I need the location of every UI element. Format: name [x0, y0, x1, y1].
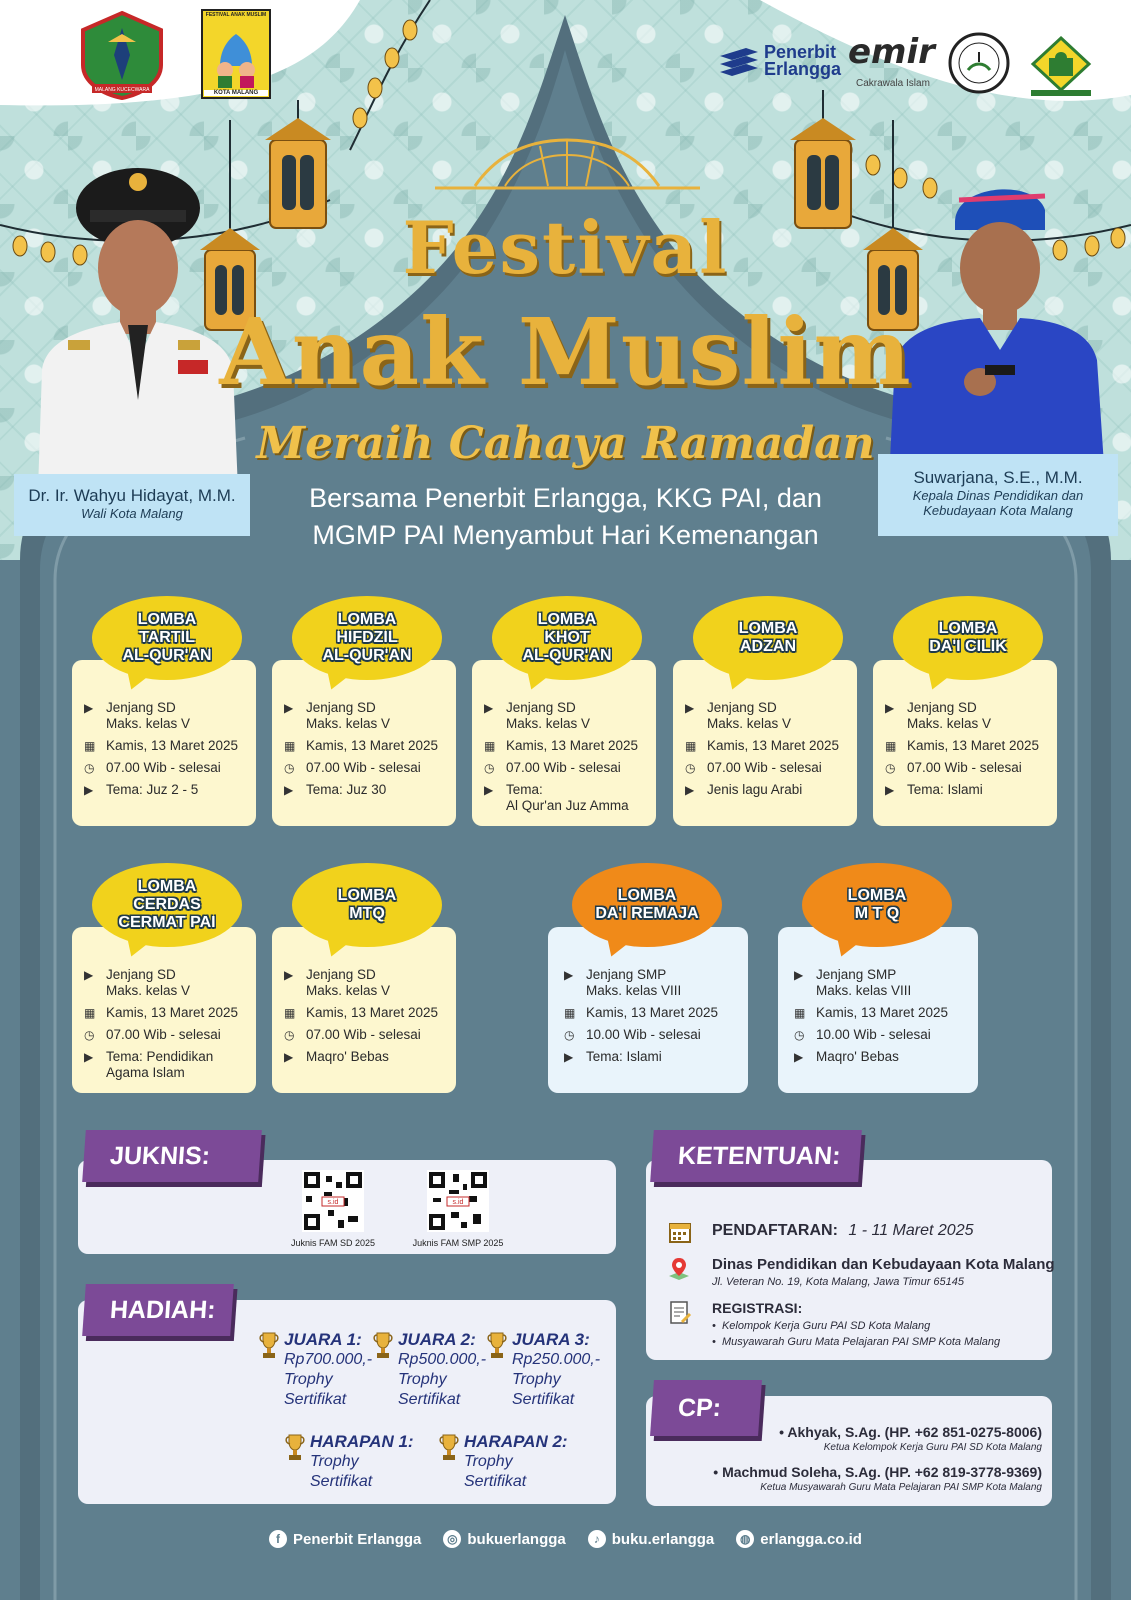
- card-detail-row: [794, 1049, 970, 1065]
- card-detail-text: Kamis, 13 Maret 2025: [306, 1005, 439, 1020]
- card-detail-row: [84, 1005, 248, 1021]
- play-icon: ▶: [685, 701, 695, 715]
- card-detail-row: [685, 782, 849, 798]
- competition-card: [548, 927, 748, 1093]
- card-detail-text: 07.00 Wib - selesai: [306, 1027, 421, 1042]
- card-detail-row: [284, 967, 448, 999]
- card-detail-text: Jenjang SD Maks. kelas V: [106, 967, 191, 998]
- card-detail-row: [484, 738, 648, 754]
- pendaftaran-date: 1 - 11 Maret 2025: [848, 1222, 974, 1239]
- card-detail-text: Tema: Al Qur'an Juz Amma: [506, 782, 629, 813]
- trophy-icon: [372, 1330, 394, 1360]
- contact-2: • Machmud Soleha, S.Ag. (HP. +62 819-3778-9369): [713, 1464, 1042, 1480]
- play-icon: ▶: [84, 968, 94, 982]
- clock-icon: ◷: [84, 761, 95, 775]
- emir-tagline: Cakrawala Islam: [856, 78, 930, 89]
- card-detail-row: [284, 760, 448, 776]
- calendar-icon: ▦: [794, 1006, 806, 1020]
- calendar-icon: ▦: [885, 739, 897, 753]
- play-icon: ▶: [885, 783, 895, 797]
- ketentuan-label: KETENTUAN:: [650, 1130, 862, 1182]
- card-detail-row: [84, 760, 248, 776]
- card-detail-text: Tema: Juz 2 - 5: [106, 782, 199, 797]
- erlangga-logo: [718, 44, 760, 82]
- clock-icon: ◷: [885, 761, 896, 775]
- calendar-icon: ▦: [685, 739, 697, 753]
- card-detail-row: [84, 1049, 248, 1081]
- prize-title: JUARA 3:: [512, 1330, 590, 1349]
- social-footer: [0, 1530, 1131, 1548]
- competition-title-bubble: LOMBA DA'I REMAJA: [572, 863, 722, 947]
- clock-icon: ◷: [84, 1028, 95, 1042]
- svg-text:MALANG KUCECWARA: MALANG KUCECWARA: [94, 87, 150, 93]
- card-detail-row: [794, 967, 970, 999]
- calendar-icon: [668, 1220, 692, 1248]
- play-icon: ▶: [564, 1050, 574, 1064]
- card-detail-text: Tema: Juz 30: [306, 782, 387, 797]
- prize-detail: Sertifikat: [398, 1391, 461, 1408]
- card-detail-text: 10.00 Wib - selesai: [816, 1027, 931, 1042]
- calendar-icon: ▦: [84, 739, 96, 753]
- card-detail-text: Kamis, 13 Maret 2025: [707, 738, 840, 753]
- play-icon: ▶: [284, 968, 294, 982]
- calendar-icon: ▦: [284, 1006, 296, 1020]
- contact-1: • Akhyak, S.Ag. (HP. +62 851-0275-8006): [779, 1424, 1042, 1440]
- svg-text:s.id: s.id: [452, 1199, 464, 1206]
- website-link[interactable]: ◍ erlangga.co.id: [736, 1530, 862, 1548]
- card-detail-row: [685, 700, 849, 732]
- card-detail-text: 07.00 Wib - selesai: [506, 760, 621, 775]
- prize-detail: Trophy: [398, 1371, 447, 1388]
- card-detail-text: Jenjang SD Maks. kelas V: [707, 700, 792, 731]
- contact-1-role: Ketua Kelompok Kerja Guru PAI SD Kota Malang: [823, 1442, 1042, 1453]
- card-detail-text: 07.00 Wib - selesai: [106, 760, 221, 775]
- competition-title-bubble: LOMBA KHOT AL-QUR'AN: [492, 596, 642, 680]
- card-detail-text: Maqro' Bebas: [816, 1049, 899, 1064]
- tiktok-link[interactable]: ♪ buku.erlangga: [588, 1530, 715, 1548]
- competition-title-bubble: LOMBA MTQ: [292, 863, 442, 947]
- play-icon: ▶: [284, 701, 294, 715]
- card-detail-row: [794, 1027, 970, 1043]
- mgmp-pai-logo: [1025, 34, 1097, 98]
- card-detail-text: Maqro' Bebas: [306, 1049, 389, 1064]
- registrasi-item: • Kelompok Kerja Guru PAI SD Kota Malang: [712, 1320, 931, 1332]
- card-detail-text: 07.00 Wib - selesai: [306, 760, 421, 775]
- card-detail-row: [284, 1027, 448, 1043]
- calendar-icon: ▦: [284, 739, 296, 753]
- competition-card: [72, 660, 256, 826]
- play-icon: ▶: [84, 1050, 94, 1064]
- card-detail-row: [484, 760, 648, 776]
- mayor-name: Dr. Ir. Wahyu Hidayat, M.M.: [28, 486, 236, 505]
- qr-code-smp[interactable]: [427, 1170, 489, 1232]
- prize-detail: Sertifikat: [310, 1473, 373, 1490]
- cp-label: CP:: [650, 1380, 762, 1436]
- erlangga-wordmark: [764, 44, 841, 78]
- prize-detail: Trophy: [284, 1371, 333, 1388]
- prize-detail: Trophy: [464, 1453, 513, 1470]
- qr-code-sd[interactable]: [302, 1170, 364, 1232]
- qr-caption-sd: Juknis FAM SD 2025: [290, 1238, 376, 1248]
- competition-card: [272, 927, 456, 1093]
- title-festival: Festival: [402, 205, 729, 290]
- card-detail-row: [885, 738, 1049, 754]
- competition-title-bubble: LOMBA HIFDZIL AL-QUR'AN: [292, 596, 442, 680]
- card-detail-row: [84, 782, 248, 798]
- clock-icon: ◷: [484, 761, 495, 775]
- prize-title: JUARA 2:: [398, 1330, 476, 1349]
- play-icon: ▶: [685, 783, 695, 797]
- competition-card: [873, 660, 1057, 826]
- card-detail-text: Kamis, 13 Maret 2025: [106, 738, 239, 753]
- play-icon: ▶: [885, 701, 895, 715]
- subtitle-line1: Bersama Penerbit Erlangga, KKG PAI, dan: [309, 483, 822, 513]
- head-of-education-name: Suwarjana, S.E., M.M.: [913, 468, 1083, 487]
- pendaftaran-row: [712, 1222, 973, 1240]
- play-icon: ▶: [794, 968, 804, 982]
- prize-detail: Rp700.000,-: [284, 1351, 373, 1368]
- competition-card: [472, 660, 656, 826]
- card-detail-row: [564, 1049, 740, 1065]
- card-detail-text: Kamis, 13 Maret 2025: [106, 1005, 239, 1020]
- card-detail-text: Kamis, 13 Maret 2025: [816, 1005, 949, 1020]
- competition-title-bubble: LOMBA M T Q: [802, 863, 952, 947]
- play-icon: ▶: [484, 783, 494, 797]
- kkg-pai-logo: [948, 32, 1010, 94]
- qr-caption-smp: Juknis FAM SMP 2025: [412, 1238, 504, 1248]
- competition-title-bubble: LOMBA CERDAS CERMAT PAI: [92, 863, 242, 947]
- card-detail-row: [885, 782, 1049, 798]
- head-of-education-role-line1: Kepala Dinas Pendidikan dan: [912, 488, 1084, 503]
- competition-title-bubble: LOMBA DA'I CILIK: [893, 596, 1043, 680]
- card-detail-row: [484, 700, 648, 732]
- play-icon: ▶: [84, 783, 94, 797]
- malang-city-emblem: [78, 10, 166, 100]
- emir-logo: emir: [848, 32, 935, 72]
- registrasi-item: • Musyawarah Guru Mata Pelajaran PAI SMP Kota Malang: [712, 1336, 1001, 1348]
- venue-address: Jl. Veteran No. 19, Kota Malang, Jawa Timur 65145: [712, 1276, 965, 1288]
- hadiah-label: HADIAH:: [82, 1284, 234, 1336]
- competition-card: [72, 927, 256, 1093]
- clock-icon: ◷: [685, 761, 696, 775]
- prize-title: HARAPAN 1:: [310, 1432, 414, 1451]
- calendar-icon: ▦: [84, 1006, 96, 1020]
- trophy-icon: [486, 1330, 508, 1360]
- card-detail-row: [84, 738, 248, 754]
- card-detail-row: [564, 967, 740, 999]
- play-icon: ▶: [794, 1050, 804, 1064]
- trophy-icon: [284, 1432, 306, 1462]
- instagram-icon: ◎: [443, 1530, 461, 1548]
- card-detail-text: Jenis lagu Arabi: [707, 782, 803, 797]
- festival-logo-title: FESTIVAL ANAK MUSLIM: [205, 12, 267, 18]
- prize-detail: Rp500.000,-: [398, 1351, 487, 1368]
- clock-icon: ◷: [794, 1028, 805, 1042]
- facebook-link[interactable]: f Penerbit Erlangga: [269, 1530, 421, 1548]
- card-detail-text: Jenjang SD Maks. kelas V: [907, 700, 992, 731]
- card-detail-row: [885, 760, 1049, 776]
- play-icon: ▶: [284, 783, 294, 797]
- globe-icon: ◍: [736, 1530, 754, 1548]
- play-icon: ▶: [564, 968, 574, 982]
- prize-title: HARAPAN 2:: [464, 1432, 568, 1451]
- facebook-icon: f: [269, 1530, 287, 1548]
- card-detail-text: Jenjang SD Maks. kelas V: [106, 700, 191, 731]
- card-detail-text: 07.00 Wib - selesai: [106, 1027, 221, 1042]
- prize-detail: Trophy: [512, 1371, 561, 1388]
- trophy-icon: [258, 1330, 280, 1360]
- prize-detail: Sertifikat: [512, 1391, 575, 1408]
- card-detail-text: Jenjang SMP Maks. kelas VIII: [816, 967, 912, 998]
- card-detail-row: [284, 1005, 448, 1021]
- registrasi-list: [712, 1318, 1000, 1350]
- competition-card: [673, 660, 857, 826]
- card-detail-row: [794, 1005, 970, 1021]
- prize-detail: Rp250.000,-: [512, 1351, 601, 1368]
- registrasi-label: REGISTRASI:: [712, 1300, 803, 1316]
- prize-detail: Sertifikat: [284, 1391, 347, 1408]
- calendar-icon: ▦: [484, 739, 496, 753]
- publisher-line1: Penerbit: [764, 42, 837, 62]
- card-detail-row: [685, 738, 849, 754]
- card-detail-row: [685, 760, 849, 776]
- card-detail-row: [284, 700, 448, 732]
- festival-logo-caption: KOTA MALANG: [213, 90, 259, 96]
- contact-2-role: Ketua Musyawarah Guru Mata Pelajaran PAI SMP Kota Malang: [760, 1482, 1042, 1493]
- competition-card: [272, 660, 456, 826]
- prize-detail: Sertifikat: [464, 1473, 527, 1490]
- pendaftaran-label: PENDAFTARAN:: [712, 1222, 838, 1239]
- card-detail-text: Kamis, 13 Maret 2025: [506, 738, 639, 753]
- clock-icon: ◷: [564, 1028, 575, 1042]
- card-detail-text: 10.00 Wib - selesai: [586, 1027, 701, 1042]
- calendar-icon: ▦: [564, 1006, 576, 1020]
- card-detail-text: Jenjang SD Maks. kelas V: [306, 967, 391, 998]
- card-detail-row: [284, 738, 448, 754]
- trophy-icon: [438, 1432, 460, 1462]
- subtitle-line2: MGMP PAI Menyambut Hari Kemenangan: [312, 520, 819, 550]
- book-stack-icon: [718, 44, 760, 78]
- svg-text:s.id: s.id: [327, 1199, 339, 1206]
- prize-title: JUARA 1:: [284, 1330, 362, 1349]
- play-icon: ▶: [484, 701, 494, 715]
- card-detail-text: Kamis, 13 Maret 2025: [306, 738, 439, 753]
- card-detail-row: [84, 1027, 248, 1043]
- clock-icon: ◷: [284, 1028, 295, 1042]
- card-detail-text: Jenjang SMP Maks. kelas VIII: [586, 967, 682, 998]
- card-detail-text: Tema: Pendidikan Agama Islam: [106, 1049, 214, 1080]
- title-tagline: Meraih Cahaya Ramadan: [256, 418, 875, 469]
- head-of-education-role-line2: Kebudayaan Kota Malang: [923, 503, 1073, 518]
- card-detail-row: [84, 700, 248, 732]
- card-detail-row: [284, 782, 448, 798]
- juknis-label: JUKNIS:: [82, 1130, 262, 1182]
- play-icon: ▶: [284, 1050, 294, 1064]
- instagram-link[interactable]: ◎ bukuerlangga: [443, 1530, 565, 1548]
- card-detail-row: [84, 967, 248, 999]
- venue-name: Dinas Pendidikan dan Kebudayaan Kota Malang: [712, 1256, 1055, 1273]
- form-icon: [668, 1300, 692, 1330]
- title-anak-muslim: Anak Muslim: [219, 298, 912, 406]
- play-icon: ▶: [84, 701, 94, 715]
- card-detail-text: Jenjang SD Maks. kelas V: [306, 700, 391, 731]
- card-detail-text: 07.00 Wib - selesai: [907, 760, 1022, 775]
- card-detail-text: Tema: Islami: [586, 1049, 662, 1064]
- card-detail-text: Kamis, 13 Maret 2025: [586, 1005, 719, 1020]
- card-detail-text: Tema: Islami: [907, 782, 983, 797]
- subtitle: [220, 480, 911, 554]
- mayor-nameplate: [14, 474, 250, 536]
- competition-title-bubble: LOMBA ADZAN: [693, 596, 843, 680]
- card-detail-row: [564, 1027, 740, 1043]
- publisher-line2: Erlangga: [764, 59, 842, 79]
- clock-icon: ◷: [284, 761, 295, 775]
- competition-card: [778, 927, 978, 1093]
- festival-anak-muslim-logo: [200, 8, 272, 100]
- card-detail-row: [484, 782, 648, 814]
- card-detail-text: Jenjang SD Maks. kelas V: [506, 700, 591, 731]
- competition-title-bubble: LOMBA TARTIL AL-QUR'AN: [92, 596, 242, 680]
- card-detail-row: [284, 1049, 448, 1065]
- card-detail-row: [885, 700, 1049, 732]
- card-detail-row: [564, 1005, 740, 1021]
- tiktok-icon: ♪: [588, 1530, 606, 1548]
- card-detail-text: 07.00 Wib - selesai: [707, 760, 822, 775]
- prize-detail: Trophy: [310, 1453, 359, 1470]
- mayor-role: Wali Kota Malang: [81, 506, 183, 521]
- map-pin-icon: [666, 1256, 692, 1286]
- card-detail-text: Kamis, 13 Maret 2025: [907, 738, 1040, 753]
